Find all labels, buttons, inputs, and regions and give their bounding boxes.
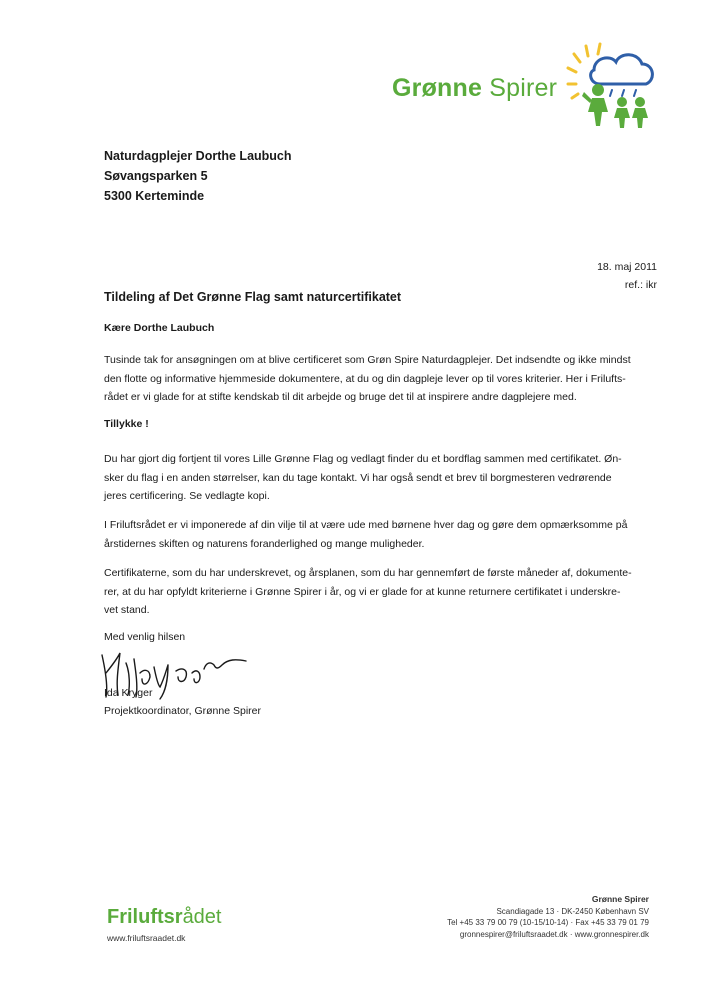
- paragraph-line: jeres certificering. Se vedlagte kopi.: [104, 490, 270, 502]
- footer-org: Grønne Spirer: [591, 894, 649, 904]
- footer-url: www.friluftsraadet.dk: [107, 933, 186, 943]
- recipient-name: Naturdagplejer Dorthe Laubuch: [104, 149, 292, 163]
- paragraph-1: [104, 351, 656, 407]
- letter-meta: [597, 258, 657, 294]
- paragraph-line: rer, at du har opfyldt kriterierne i Grønne Spirer i år, og vi er glade for at kunne returnere certifikatet i underskre-: [104, 585, 621, 598]
- signer-name: Ida Kryger: [104, 687, 153, 699]
- recipient-address: [104, 146, 292, 206]
- paragraph-line: I Friluftsrådet er vi imponerede af din vilje til at være ude med børnene hver dag og gøre dem opmærksomme på: [104, 519, 628, 531]
- friluftsraadet-wordmark: Friluftsrådet: [107, 906, 222, 928]
- letter-subject: Tildeling af Det Grønne Flag samt naturcertifikatet: [104, 290, 402, 304]
- congratulations-heading: Tillykke !: [104, 418, 149, 430]
- letter-date: 18. maj 2011: [597, 261, 657, 273]
- gronne-spirer-logo: [392, 40, 662, 130]
- paragraph-2: [104, 450, 656, 506]
- paragraph-3: [104, 516, 656, 553]
- paragraph-line: den flotte og informative hjemmeside dokumentere, at du og din dagpleje lever op til vores kriterier. Her i Frilufts-: [104, 372, 626, 385]
- sun-cloud-children-icon: [564, 40, 660, 128]
- paragraph-line: årstidernes skiften og naturens foranderlighed og mange muligheder.: [104, 537, 425, 550]
- paragraph-line: rådet er vi glade for at stifte kendskab til dit arbejde og bruge det til at inspirere andre dagplejere med.: [104, 391, 577, 403]
- signer-title: Projektkoordinator, Grønne Spirer: [104, 705, 261, 717]
- paragraph-line: vet stand.: [104, 604, 150, 616]
- paragraph-line: sker du flag i en anden størrelser, kan du tage kontakt. Vi har også sendt et brev til borgmesteren vedrørende: [104, 471, 612, 484]
- recipient-city: 5300 Kerteminde: [104, 189, 205, 203]
- footer-email-web: gronnespirer@friluftsraadet.dk · www.gronnespirer.dk: [459, 929, 649, 939]
- signer-block: [104, 684, 261, 720]
- paragraph-line: Certifikaterne, som du har underskrevet, og årsplanen, som du har gennemført de første måneder af, dokumente-: [104, 567, 632, 579]
- paragraph-line: Du har gjort dig fortjent til vores Lille Grønne Flag og vedlagt finder du et bordflag sammen med certifikatet. Øn-: [104, 453, 622, 465]
- paragraph-4: [104, 564, 656, 620]
- closing-phrase: Med venlig hilsen: [104, 631, 186, 643]
- letter-reference: ref.: ikr: [624, 279, 657, 291]
- logo-wordmark: Grønne Spirer: [392, 74, 558, 102]
- friluftsraadet-logo: [107, 906, 222, 943]
- recipient-street: Søvangsparken 5: [104, 169, 208, 183]
- paragraph-line: Tusinde tak for ansøgningen om at blive certificeret som Grøn Spire Naturdagplejer. Det indsendte og ikke mindst: [104, 354, 631, 366]
- footer-address: Scandiagade 13 · DK-2450 København SV: [496, 906, 649, 916]
- footer-contact: [447, 894, 649, 940]
- salutation: Kære Dorthe Laubuch: [104, 322, 215, 334]
- footer-phone: Tel +45 33 79 00 79 (10-15/10-14) · Fax +45 33 79 01 79: [447, 918, 649, 927]
